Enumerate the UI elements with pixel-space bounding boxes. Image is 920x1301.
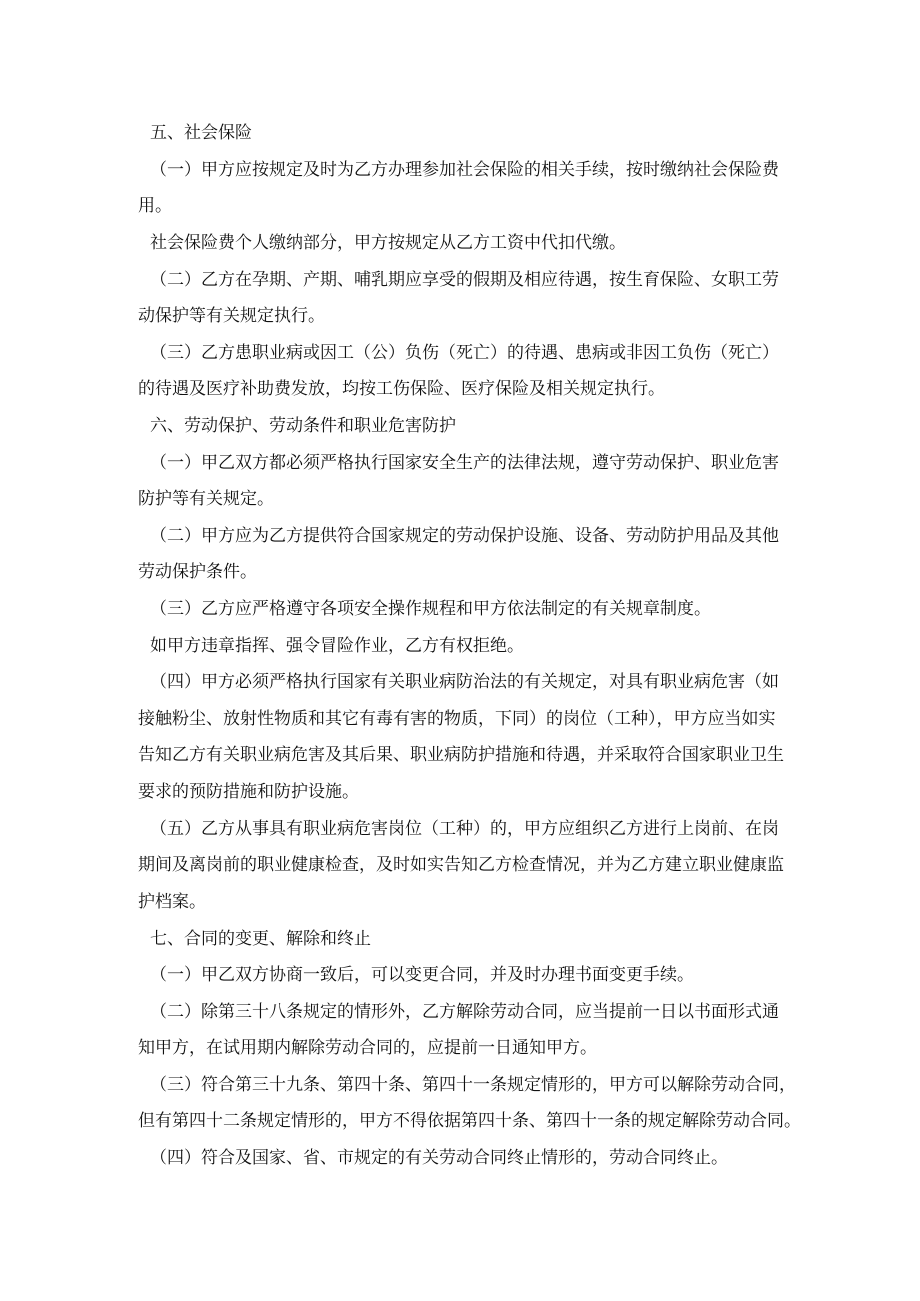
- paragraph-line: （一）甲乙双方协商一致后，可以变更合同，并及时办理书面变更手续。: [150, 965, 694, 985]
- paragraph-line: （五）乙方从事具有职业病危害岗位（工种）的，甲方应组织乙方进行上岗前、在岗: [150, 819, 779, 839]
- paragraph-line: （二）乙方在孕期、产期、哺乳期应享受的假期及相应待遇，按生育保险、女职工劳: [150, 270, 779, 290]
- paragraph-line: 但有第四十二条规定情形的，甲方不得依据第四十条、第四十一条的规定解除劳动合同。: [138, 1111, 801, 1131]
- section-heading-social-insurance: 五、社会保险: [150, 123, 252, 143]
- section-heading-contract-changes: 七、合同的变更、解除和终止: [150, 929, 371, 949]
- paragraph-line: 如甲方违章指挥、强令冒险作业，乙方有权拒绝。: [150, 636, 524, 656]
- paragraph-line: 接触粉尘、放射性物质和其它有毒有害的物质，下同）的岗位（工种），甲方应当如实: [138, 709, 776, 729]
- paragraph-line: （二）除第三十八条规定的情形外，乙方解除劳动合同，应当提前一日以书面形式通: [150, 1002, 779, 1022]
- paragraph-line: 社会保险费个人缴纳部分，甲方按规定从乙方工资中代扣代缴。: [150, 233, 626, 253]
- paragraph-line: （三）符合第三十九条、第四十条、第四十一条规定情形的，甲方可以解除劳动合同，: [150, 1075, 796, 1095]
- paragraph-line: （二）甲方应为乙方提供符合国家规定的劳动保护设施、设备、劳动防护用品及其他: [150, 526, 779, 546]
- paragraph-line: 护档案。: [138, 892, 206, 912]
- paragraph-line: 劳动保护条件。: [138, 562, 257, 582]
- paragraph-line: 的待遇及医疗补助费发放，均按工伤保险、医疗保险及相关规定执行。: [138, 379, 665, 399]
- paragraph-line: （一）甲乙双方都必须严格执行国家安全生产的法律法规，遵守劳动保护、职业危害: [150, 453, 779, 473]
- section-heading-labor-protection: 六、劳动保护、劳动条件和职业危害防护: [150, 416, 456, 436]
- paragraph-line: （四）符合及国家、省、市规定的有关劳动合同终止情形的，劳动合同终止。: [150, 1148, 728, 1168]
- paragraph-line: 用。: [138, 196, 172, 216]
- paragraph-line: 动保护等有关规定执行。: [138, 306, 325, 326]
- paragraph-line: （四）甲方必须严格执行国家有关职业病防治法的有关规定，对具有职业病危害（如: [150, 672, 779, 692]
- paragraph-line: 要求的预防措施和防护设施。: [138, 782, 359, 802]
- paragraph-line: 知甲方，在试用期内解除劳动合同的，应提前一日通知甲方。: [138, 1038, 597, 1058]
- paragraph-line: （三）乙方患职业病或因工（公）负伤（死亡）的待遇、患病或非因工负伤（死亡）: [150, 343, 779, 363]
- paragraph-line: 告知乙方有关职业病危害及其后果、职业病防护措施和待遇，并采取符合国家职业卫生: [138, 745, 784, 765]
- paragraph-line: 期间及离岗前的职业健康检查，及时如实告知乙方检查情况，并为乙方建立职业健康监: [138, 855, 784, 875]
- paragraph-line: （三）乙方应严格遵守各项安全操作规程和甲方依法制定的有关规章制度。: [150, 599, 711, 619]
- paragraph-line: 防护等有关规定。: [138, 489, 274, 509]
- paragraph-line: （一）甲方应按规定及时为乙方办理参加社会保险的相关手续，按时缴纳社会保险费: [150, 160, 779, 180]
